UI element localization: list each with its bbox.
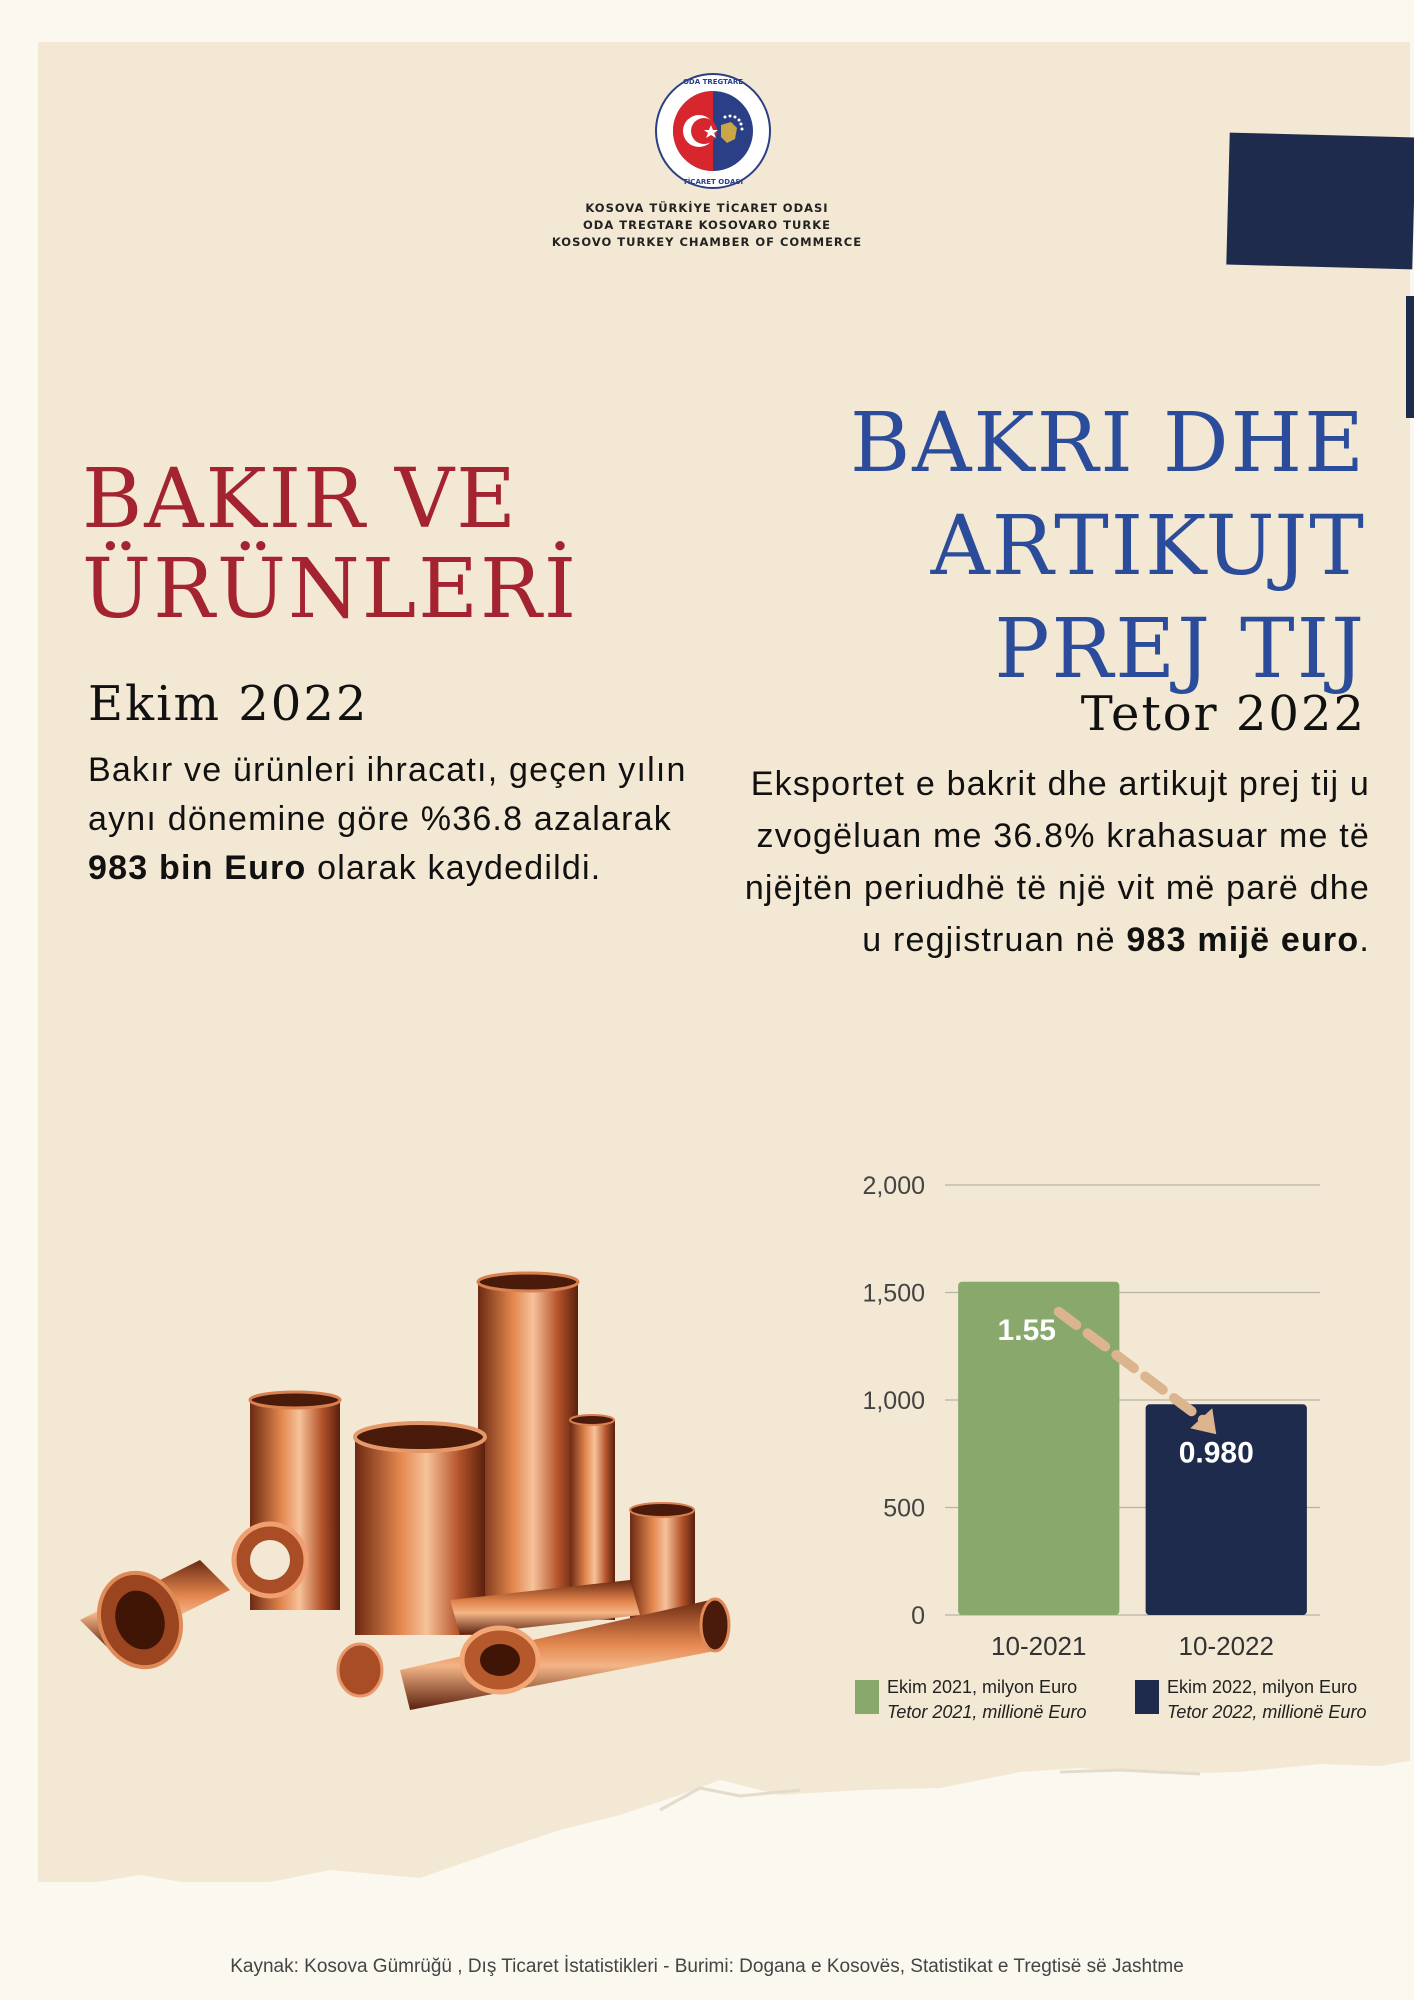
copper-pipes-image [70,1270,770,1710]
y-tick-label: 1,000 [862,1387,925,1415]
title-sq-line-1: BAKRI DHE [849,396,1366,491]
date-turkish: Ekim 2022 [88,676,369,732]
decor-navy-strip [1406,296,1414,418]
org-name-sq: ODA TREGTARE KOSOVARO TURKE [583,218,831,232]
body-sq-pre: Eksportet e bakrit dhe artikujt prej tij u zvogëluan me 36.8% krahasuar me të njëjtën periudhë të një vit më parë dhe u regjistruan në [744,765,1370,959]
title-sq-line-3: PREJ TIJ [994,602,1366,697]
body-tr-pre: Bakır ve ürünleri ihracatı, geçen yılın aynı dönemine göre %36.8 azalarak [88,751,687,838]
svg-text:ODA TREGTARE: ODA TREGTARE [682,78,744,86]
title-albanian [850,392,1366,701]
title-tr-line-2: ÜRÜNLERİ [82,542,579,637]
chart-y-ticks [862,1172,925,1630]
body-albanian [730,758,1370,966]
data-label: 0.980 [1178,1436,1254,1470]
legend-label: Ekim 2022, milyon Euro [1167,1677,1358,1697]
body-sq-bold: 983 mijë euro [1126,921,1360,959]
body-sq-post: . [1359,921,1370,959]
y-tick-label: 500 [883,1494,925,1523]
body-turkish [88,746,688,893]
export-bar-chart [840,1150,1400,1750]
decor-navy-block [1226,133,1414,270]
chart-legend [855,1677,1366,1722]
source-footnote: Kaynak: Kosova Gümrüğü , Dış Ticaret İstatistikleri - Burimi: Dogana e Kosovës, Statistikat e Tregtisë së Jashtme [230,1956,1184,1977]
body-tr-bold: 983 bin Euro [88,849,307,887]
organization-names [480,200,934,251]
chamber-logo [655,73,771,189]
legend-label: Ekim 2021, milyon Euro [887,1677,1078,1697]
y-tick-label: 0 [911,1602,925,1630]
legend-swatch [1135,1680,1159,1714]
legend-label-alt: Tetor 2022, millionë Euro [1167,1702,1367,1722]
data-label: 1.55 [997,1313,1056,1347]
date-albanian: Tetor 2022 [1080,686,1366,742]
title-tr-line-1: BAKIR VE [82,452,519,547]
legend-swatch [855,1680,879,1714]
title-turkish [82,452,579,637]
y-tick-label: 2,000 [862,1172,925,1200]
chart-x-ticks [991,1631,1274,1661]
x-tick-label: 10-2021 [991,1631,1087,1661]
org-name-en: KOSOVO TURKEY CHAMBER OF COMMERCE [551,235,863,249]
x-tick-label: 10-2022 [1178,1631,1274,1661]
title-sq-line-2: ARTIKUJT [930,499,1366,594]
y-tick-label: 1,500 [862,1279,925,1308]
org-name-tr: KOSOVA TÜRKİYE TİCARET ODASI [585,201,829,215]
body-tr-post: olarak kaydedildi. [306,849,602,887]
svg-text:TİCARET ODASI: TİCARET ODASI [682,178,744,186]
legend-label-alt: Tetor 2021, millionë Euro [887,1702,1087,1722]
